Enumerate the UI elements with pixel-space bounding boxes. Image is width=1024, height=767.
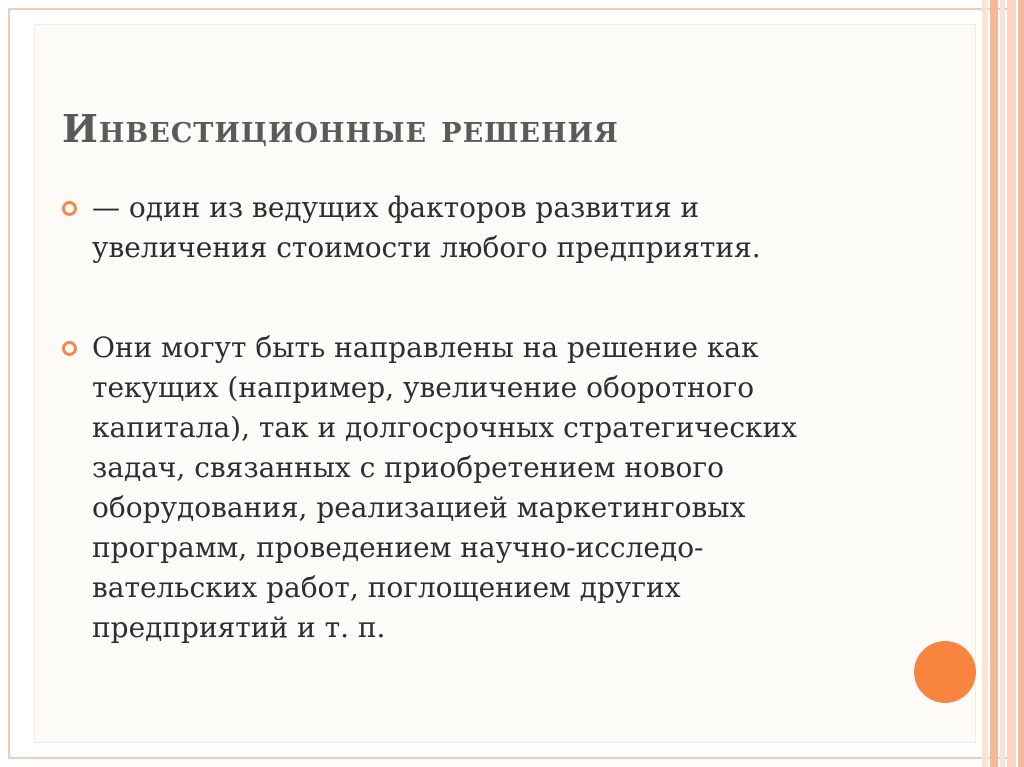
bullet-circle-icon [62, 341, 77, 356]
bullet-item [62, 188, 892, 268]
bullet-item [62, 328, 892, 648]
bullet-text: — один из ведущих факторов развития и увеличения стоимости любого предприятия. [92, 191, 761, 264]
decorative-stripe [1018, 0, 1024, 767]
decorative-stripe [1000, 0, 1005, 767]
bullet-list [62, 188, 892, 648]
slide-title: Инвестиционные решения [62, 106, 619, 151]
bullet-circle-icon [62, 201, 77, 216]
decorative-stripe [1007, 0, 1016, 767]
decorative-stripe [990, 0, 998, 767]
decorative-stripe [982, 0, 988, 767]
decorative-orange-circle [914, 641, 976, 703]
bullet-text: Они могут быть направлены на решение как текущих (например, увеличение оборотного капитала), так и долгосрочных стратегических задач, связанных с приобретением нового оборудования, реализацией маркетинговых программ, проведением научно-исследо- вательских работ, поглощением других предприятий и т. п. [92, 331, 797, 644]
